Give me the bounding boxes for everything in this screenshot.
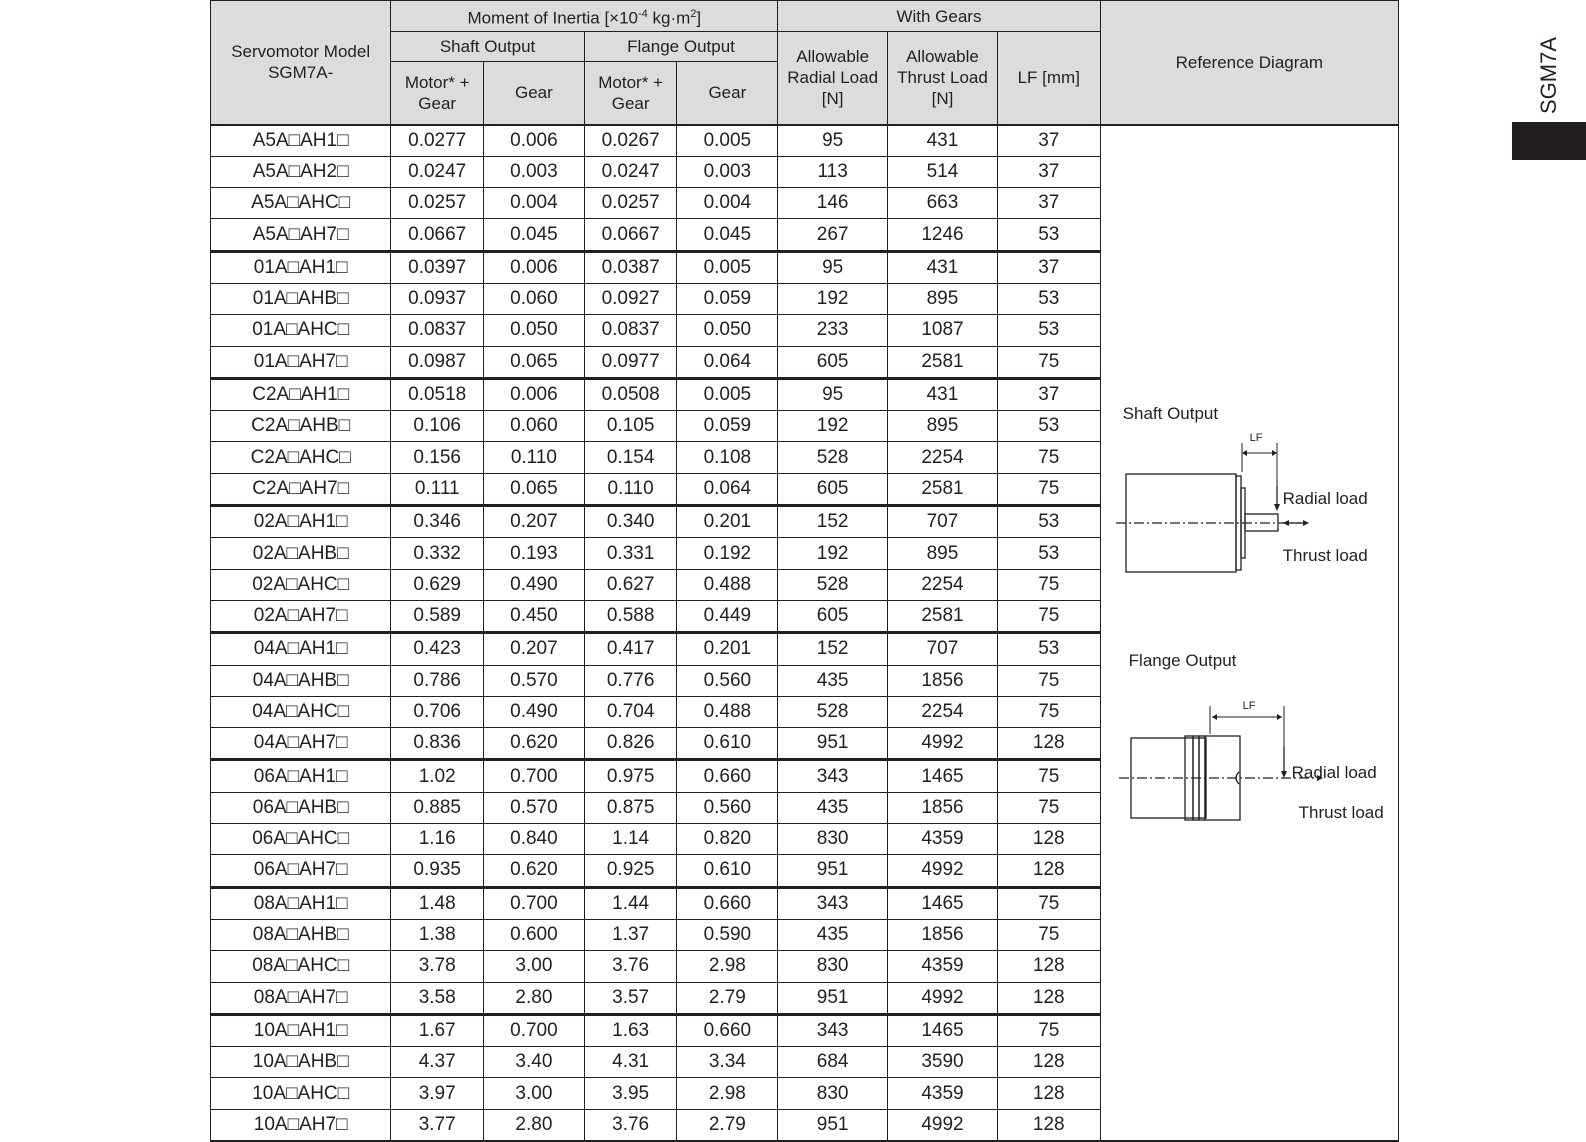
thrust-load-cell: 4992 bbox=[888, 728, 998, 760]
shaft-motor-gear-cell: 0.111 bbox=[391, 473, 484, 505]
flange-gear-cell: 0.660 bbox=[677, 760, 778, 792]
flange-motor-gear-cell: 0.0247 bbox=[584, 156, 677, 187]
shaft-motor-gear-cell: 0.0247 bbox=[391, 156, 484, 187]
flange-motor-gear-cell: 1.63 bbox=[584, 1014, 677, 1046]
flange-motor-gear-cell: 0.0977 bbox=[584, 346, 677, 378]
shaft-gear-cell: 0.060 bbox=[484, 283, 585, 314]
flange-gear-cell: 0.610 bbox=[677, 855, 778, 887]
flange-motor-gear-cell: 0.776 bbox=[584, 665, 677, 696]
lf-cell: 53 bbox=[997, 283, 1100, 314]
thrust-load-cell: 1465 bbox=[888, 1014, 998, 1046]
header-thrust: Allowable Thrust Load [N] bbox=[888, 32, 998, 125]
radial-load-cell: 435 bbox=[778, 665, 888, 696]
thrust-load-cell: 707 bbox=[888, 633, 998, 665]
flange-motor-gear-cell: 1.44 bbox=[584, 887, 677, 919]
flange-gear-cell: 0.005 bbox=[677, 378, 778, 410]
shaft-gear-cell: 3.40 bbox=[484, 1047, 585, 1078]
model-cell: 01A□AHB□ bbox=[211, 283, 391, 314]
flange-gear-cell: 0.560 bbox=[677, 665, 778, 696]
model-cell: 10A□AH7□ bbox=[211, 1109, 391, 1141]
flange-output-title: Flange Output bbox=[1128, 650, 1237, 670]
flange-gear-cell: 0.004 bbox=[677, 188, 778, 219]
flange-motor-gear-cell: 0.417 bbox=[584, 633, 677, 665]
flange-motor-gear-cell: 0.0837 bbox=[584, 315, 677, 346]
thrust-load-cell: 2581 bbox=[888, 600, 998, 632]
lf-cell: 128 bbox=[997, 1078, 1100, 1109]
lf-cell: 75 bbox=[997, 696, 1100, 727]
thrust-load-cell: 2581 bbox=[888, 473, 998, 505]
shaft-gear-cell: 0.700 bbox=[484, 760, 585, 792]
radial-load-cell: 830 bbox=[778, 1078, 888, 1109]
shaft-motor-gear-cell: 1.16 bbox=[391, 824, 484, 855]
shaft-gear-cell: 0.570 bbox=[484, 665, 585, 696]
flange-gear-cell: 0.064 bbox=[677, 473, 778, 505]
thrust-load-cell: 431 bbox=[888, 378, 998, 410]
model-cell: 10A□AH1□ bbox=[211, 1014, 391, 1046]
table-body bbox=[211, 125, 1399, 1142]
radial-load-cell: 343 bbox=[778, 887, 888, 919]
flange-gear-cell: 0.820 bbox=[677, 824, 778, 855]
thrust-load-cell: 707 bbox=[888, 506, 998, 538]
flange-motor-gear-cell: 4.31 bbox=[584, 1047, 677, 1078]
flange-gear-cell: 0.005 bbox=[677, 251, 778, 283]
shaft-motor-gear-cell: 0.0987 bbox=[391, 346, 484, 378]
shaft-gear-cell: 0.045 bbox=[484, 219, 585, 251]
header-shaft-output: Shaft Output bbox=[391, 32, 584, 62]
flange-motor-gear-cell: 0.340 bbox=[584, 506, 677, 538]
radial-load-cell: 684 bbox=[778, 1047, 888, 1078]
shaft-gear-cell: 0.450 bbox=[484, 600, 585, 632]
lf-cell: 75 bbox=[997, 760, 1100, 792]
shaft-gear-cell: 0.490 bbox=[484, 696, 585, 727]
flange-gear-cell: 0.660 bbox=[677, 887, 778, 919]
flange-radial-load-label: Radial load bbox=[1291, 762, 1377, 782]
shaft-gear-cell: 0.840 bbox=[484, 824, 585, 855]
thrust-load-cell: 1087 bbox=[888, 315, 998, 346]
flange-gear-cell: 2.79 bbox=[677, 982, 778, 1014]
thrust-load-cell: 663 bbox=[888, 188, 998, 219]
flange-gear-cell: 0.488 bbox=[677, 696, 778, 727]
lf-cell: 128 bbox=[997, 1047, 1100, 1078]
header-lf: LF [mm] bbox=[997, 32, 1100, 125]
shaft-lf-label: LF bbox=[1249, 431, 1263, 444]
lf-cell: 37 bbox=[997, 378, 1100, 410]
shaft-gear-cell: 0.207 bbox=[484, 633, 585, 665]
shaft-gear-cell: 0.620 bbox=[484, 855, 585, 887]
model-cell: 04A□AHB□ bbox=[211, 665, 391, 696]
shaft-gear-cell: 0.570 bbox=[484, 792, 585, 823]
shaft-motor-gear-cell: 1.02 bbox=[391, 760, 484, 792]
model-cell: 02A□AH7□ bbox=[211, 600, 391, 632]
shaft-gear-cell: 0.065 bbox=[484, 346, 585, 378]
thrust-load-cell: 4359 bbox=[888, 951, 998, 982]
flange-motor-gear-cell: 0.588 bbox=[584, 600, 677, 632]
thrust-load-cell: 431 bbox=[888, 125, 998, 157]
shaft-gear-cell: 2.80 bbox=[484, 1109, 585, 1141]
flange-motor-gear-cell: 0.0257 bbox=[584, 188, 677, 219]
header-flange-gear: Gear bbox=[677, 62, 778, 125]
reference-diagram bbox=[1101, 126, 1395, 1111]
flange-gear-cell: 0.610 bbox=[677, 728, 778, 760]
lf-cell: 75 bbox=[997, 473, 1100, 505]
model-cell: 08A□AH1□ bbox=[211, 887, 391, 919]
lf-cell: 75 bbox=[997, 887, 1100, 919]
lf-cell: 53 bbox=[997, 633, 1100, 665]
side-tab-label: SGM7A bbox=[1536, 36, 1561, 114]
shaft-gear-cell: 0.050 bbox=[484, 315, 585, 346]
flange-motor-gear-cell: 0.0667 bbox=[584, 219, 677, 251]
flange-motor-gear-cell: 0.0927 bbox=[584, 283, 677, 314]
thrust-load-cell: 2581 bbox=[888, 346, 998, 378]
flange-gear-cell: 0.045 bbox=[677, 219, 778, 251]
flange-motor-gear-cell: 0.704 bbox=[584, 696, 677, 727]
lf-cell: 128 bbox=[997, 951, 1100, 982]
shaft-motor-gear-cell: 0.0837 bbox=[391, 315, 484, 346]
header-reference: Reference Diagram bbox=[1100, 1, 1398, 125]
lf-cell: 37 bbox=[997, 251, 1100, 283]
radial-load-cell: 113 bbox=[778, 156, 888, 187]
radial-load-cell: 528 bbox=[778, 696, 888, 727]
thrust-load-cell: 1465 bbox=[888, 760, 998, 792]
lf-cell: 128 bbox=[997, 855, 1100, 887]
shaft-motor-gear-cell: 3.78 bbox=[391, 951, 484, 982]
flange-gear-cell: 0.059 bbox=[677, 283, 778, 314]
lf-cell: 75 bbox=[997, 665, 1100, 696]
shaft-motor-gear-cell: 0.0277 bbox=[391, 125, 484, 157]
flange-gear-cell: 0.108 bbox=[677, 442, 778, 473]
radial-load-cell: 152 bbox=[778, 506, 888, 538]
radial-load-cell: 528 bbox=[778, 569, 888, 600]
lf-cell: 53 bbox=[997, 219, 1100, 251]
shaft-output-diagram bbox=[1101, 426, 1395, 626]
shaft-motor-gear-cell: 1.67 bbox=[391, 1014, 484, 1046]
shaft-gear-cell: 0.110 bbox=[484, 442, 585, 473]
radial-load-cell: 435 bbox=[778, 792, 888, 823]
model-cell: 06A□AHB□ bbox=[211, 792, 391, 823]
lf-cell: 128 bbox=[997, 824, 1100, 855]
shaft-motor-gear-cell: 0.0937 bbox=[391, 283, 484, 314]
model-cell: C2A□AH1□ bbox=[211, 378, 391, 410]
lf-cell: 75 bbox=[997, 442, 1100, 473]
lf-cell: 75 bbox=[997, 600, 1100, 632]
model-cell: A5A□AHC□ bbox=[211, 188, 391, 219]
radial-load-cell: 192 bbox=[778, 538, 888, 569]
thrust-load-cell: 895 bbox=[888, 283, 998, 314]
shaft-gear-cell: 0.060 bbox=[484, 411, 585, 442]
flange-lf-label: LF bbox=[1242, 699, 1256, 712]
header-shaft-gear: Gear bbox=[484, 62, 585, 125]
flange-motor-gear-cell: 0.0387 bbox=[584, 251, 677, 283]
lf-cell: 75 bbox=[997, 1014, 1100, 1046]
flange-gear-cell: 0.064 bbox=[677, 346, 778, 378]
shaft-radial-load-label: Radial load bbox=[1282, 488, 1368, 508]
shaft-motor-gear-cell: 0.629 bbox=[391, 569, 484, 600]
lf-cell: 37 bbox=[997, 125, 1100, 157]
flange-motor-gear-cell: 0.0508 bbox=[584, 378, 677, 410]
shaft-motor-gear-cell: 0.156 bbox=[391, 442, 484, 473]
shaft-motor-gear-cell: 0.106 bbox=[391, 411, 484, 442]
flange-motor-gear-cell: 0.627 bbox=[584, 569, 677, 600]
radial-load-cell: 605 bbox=[778, 473, 888, 505]
radial-load-cell: 951 bbox=[778, 1109, 888, 1141]
model-cell: 04A□AHC□ bbox=[211, 696, 391, 727]
side-tab-bar bbox=[1512, 122, 1586, 160]
thrust-load-cell: 3590 bbox=[888, 1047, 998, 1078]
thrust-load-cell: 2254 bbox=[888, 569, 998, 600]
flange-gear-cell: 2.79 bbox=[677, 1109, 778, 1141]
shaft-output-title: Shaft Output bbox=[1122, 403, 1219, 423]
shaft-motor-gear-cell: 0.0667 bbox=[391, 219, 484, 251]
header-shaft-motor-gear: Motor* + Gear bbox=[391, 62, 484, 125]
header-flange-output: Flange Output bbox=[584, 32, 777, 62]
shaft-motor-gear-cell: 0.786 bbox=[391, 665, 484, 696]
lf-cell: 75 bbox=[997, 919, 1100, 950]
radial-load-cell: 951 bbox=[778, 728, 888, 760]
shaft-motor-gear-cell: 0.332 bbox=[391, 538, 484, 569]
model-cell: C2A□AHC□ bbox=[211, 442, 391, 473]
shaft-motor-gear-cell: 0.346 bbox=[391, 506, 484, 538]
shaft-gear-cell: 0.620 bbox=[484, 728, 585, 760]
shaft-motor-gear-cell: 4.37 bbox=[391, 1047, 484, 1078]
radial-load-cell: 267 bbox=[778, 219, 888, 251]
shaft-gear-cell: 3.00 bbox=[484, 1078, 585, 1109]
flange-gear-cell: 0.488 bbox=[677, 569, 778, 600]
thrust-load-cell: 4359 bbox=[888, 1078, 998, 1109]
model-cell: 06A□AH7□ bbox=[211, 855, 391, 887]
shaft-gear-cell: 0.600 bbox=[484, 919, 585, 950]
model-cell: 08A□AHB□ bbox=[211, 919, 391, 950]
radial-load-cell: 192 bbox=[778, 283, 888, 314]
flange-gear-cell: 2.98 bbox=[677, 951, 778, 982]
shaft-gear-cell: 0.006 bbox=[484, 251, 585, 283]
model-cell: 02A□AHB□ bbox=[211, 538, 391, 569]
thrust-load-cell: 4992 bbox=[888, 855, 998, 887]
shaft-motor-gear-cell: 0.935 bbox=[391, 855, 484, 887]
flange-gear-cell: 0.560 bbox=[677, 792, 778, 823]
radial-load-cell: 152 bbox=[778, 633, 888, 665]
flange-gear-cell: 0.003 bbox=[677, 156, 778, 187]
radial-load-cell: 192 bbox=[778, 411, 888, 442]
flange-motor-gear-cell: 1.14 bbox=[584, 824, 677, 855]
lf-cell: 128 bbox=[997, 1109, 1100, 1141]
radial-load-cell: 95 bbox=[778, 378, 888, 410]
radial-load-cell: 435 bbox=[778, 919, 888, 950]
flange-gear-cell: 0.201 bbox=[677, 633, 778, 665]
thrust-load-cell: 4359 bbox=[888, 824, 998, 855]
flange-gear-cell: 0.449 bbox=[677, 600, 778, 632]
model-cell: 04A□AH7□ bbox=[211, 728, 391, 760]
shaft-gear-cell: 0.003 bbox=[484, 156, 585, 187]
header-model bbox=[211, 1, 391, 125]
shaft-motor-gear-cell: 3.77 bbox=[391, 1109, 484, 1141]
flange-motor-gear-cell: 1.37 bbox=[584, 919, 677, 950]
model-cell: A5A□AH2□ bbox=[211, 156, 391, 187]
flange-gear-cell: 0.660 bbox=[677, 1014, 778, 1046]
model-cell: 02A□AH1□ bbox=[211, 506, 391, 538]
shaft-gear-cell: 0.700 bbox=[484, 887, 585, 919]
shaft-motor-gear-cell: 0.0397 bbox=[391, 251, 484, 283]
flange-motor-gear-cell: 0.875 bbox=[584, 792, 677, 823]
shaft-gear-cell: 3.00 bbox=[484, 951, 585, 982]
lf-cell: 128 bbox=[997, 728, 1100, 760]
flange-gear-cell: 0.059 bbox=[677, 411, 778, 442]
shaft-motor-gear-cell: 0.885 bbox=[391, 792, 484, 823]
thrust-load-cell: 895 bbox=[888, 411, 998, 442]
model-cell: 08A□AHC□ bbox=[211, 951, 391, 982]
flange-motor-gear-cell: 0.826 bbox=[584, 728, 677, 760]
lf-cell: 75 bbox=[997, 569, 1100, 600]
model-cell: C2A□AHB□ bbox=[211, 411, 391, 442]
header-model-text: Servomotor Model SGM7A- bbox=[231, 42, 371, 83]
model-cell: 08A□AH7□ bbox=[211, 982, 391, 1014]
shaft-gear-cell: 0.490 bbox=[484, 569, 585, 600]
flange-gear-cell: 3.34 bbox=[677, 1047, 778, 1078]
flange-gear-cell: 0.192 bbox=[677, 538, 778, 569]
radial-load-cell: 605 bbox=[778, 600, 888, 632]
shaft-motor-gear-cell: 0.0257 bbox=[391, 188, 484, 219]
shaft-motor-gear-cell: 0.423 bbox=[391, 633, 484, 665]
header-with-gears: With Gears bbox=[778, 1, 1100, 32]
lf-cell: 53 bbox=[997, 411, 1100, 442]
shaft-motor-gear-cell: 0.0518 bbox=[391, 378, 484, 410]
thrust-load-cell: 431 bbox=[888, 251, 998, 283]
thrust-load-cell: 1856 bbox=[888, 919, 998, 950]
flange-gear-cell: 2.98 bbox=[677, 1078, 778, 1109]
model-cell: 06A□AHC□ bbox=[211, 824, 391, 855]
shaft-motor-gear-cell: 0.589 bbox=[391, 600, 484, 632]
lf-cell: 53 bbox=[997, 315, 1100, 346]
thrust-load-cell: 4992 bbox=[888, 1109, 998, 1141]
shaft-motor-gear-cell: 3.58 bbox=[391, 982, 484, 1014]
model-cell: 01A□AH7□ bbox=[211, 346, 391, 378]
reference-diagram-cell bbox=[1100, 125, 1398, 1142]
spec-table bbox=[210, 0, 1399, 1142]
shaft-motor-gear-cell: 1.38 bbox=[391, 919, 484, 950]
flange-thrust-load-label: Thrust load bbox=[1298, 802, 1384, 822]
radial-load-cell: 343 bbox=[778, 1014, 888, 1046]
shaft-gear-cell: 0.006 bbox=[484, 378, 585, 410]
model-cell: A5A□AH1□ bbox=[211, 125, 391, 157]
radial-load-cell: 146 bbox=[778, 188, 888, 219]
shaft-motor-gear-cell: 0.836 bbox=[391, 728, 484, 760]
header-flange-motor-gear: Motor* + Gear bbox=[584, 62, 677, 125]
flange-motor-gear-cell: 3.76 bbox=[584, 951, 677, 982]
shaft-gear-cell: 0.193 bbox=[484, 538, 585, 569]
flange-motor-gear-cell: 0.154 bbox=[584, 442, 677, 473]
model-cell: 01A□AHC□ bbox=[211, 315, 391, 346]
model-cell: A5A□AH7□ bbox=[211, 219, 391, 251]
thrust-load-cell: 514 bbox=[888, 156, 998, 187]
flange-motor-gear-cell: 3.57 bbox=[584, 982, 677, 1014]
model-cell: 04A□AH1□ bbox=[211, 633, 391, 665]
flange-motor-gear-cell: 3.76 bbox=[584, 1109, 677, 1141]
thrust-load-cell: 1246 bbox=[888, 219, 998, 251]
model-cell: C2A□AH7□ bbox=[211, 473, 391, 505]
radial-load-cell: 95 bbox=[778, 125, 888, 157]
radial-load-cell: 528 bbox=[778, 442, 888, 473]
shaft-gear-cell: 0.207 bbox=[484, 506, 585, 538]
flange-gear-cell: 0.050 bbox=[677, 315, 778, 346]
radial-load-cell: 830 bbox=[778, 824, 888, 855]
model-cell: 10A□AHB□ bbox=[211, 1047, 391, 1078]
shaft-gear-cell: 0.700 bbox=[484, 1014, 585, 1046]
header-moment: Moment of Inertia [$\times 10^{-4}$ $kg\cdot m^2$] bbox=[391, 1, 778, 32]
radial-load-cell: 951 bbox=[778, 855, 888, 887]
thrust-load-cell: 1856 bbox=[888, 792, 998, 823]
radial-load-cell: 233 bbox=[778, 315, 888, 346]
flange-gear-cell: 0.201 bbox=[677, 506, 778, 538]
lf-cell: 37 bbox=[997, 188, 1100, 219]
lf-cell: 53 bbox=[997, 506, 1100, 538]
flange-motor-gear-cell: 0.925 bbox=[584, 855, 677, 887]
radial-load-cell: 830 bbox=[778, 951, 888, 982]
shaft-motor-gear-cell: 0.706 bbox=[391, 696, 484, 727]
model-cell: 02A□AHC□ bbox=[211, 569, 391, 600]
shaft-gear-cell: 0.006 bbox=[484, 125, 585, 157]
flange-gear-cell: 0.005 bbox=[677, 125, 778, 157]
lf-cell: 53 bbox=[997, 538, 1100, 569]
thrust-load-cell: 895 bbox=[888, 538, 998, 569]
header-radial: Allowable Radial Load [N] bbox=[778, 32, 888, 125]
thrust-load-cell: 4992 bbox=[888, 982, 998, 1014]
shaft-motor-gear-cell: 1.48 bbox=[391, 887, 484, 919]
flange-motor-gear-cell: 0.331 bbox=[584, 538, 677, 569]
flange-motor-gear-cell: 0.110 bbox=[584, 473, 677, 505]
flange-gear-cell: 0.590 bbox=[677, 919, 778, 950]
shaft-gear-cell: 2.80 bbox=[484, 982, 585, 1014]
shaft-gear-cell: 0.065 bbox=[484, 473, 585, 505]
flange-motor-gear-cell: 0.0267 bbox=[584, 125, 677, 157]
lf-cell: 75 bbox=[997, 792, 1100, 823]
model-cell: 06A□AH1□ bbox=[211, 760, 391, 792]
flange-motor-gear-cell: 0.105 bbox=[584, 411, 677, 442]
flange-motor-gear-cell: 0.975 bbox=[584, 760, 677, 792]
radial-load-cell: 605 bbox=[778, 346, 888, 378]
thrust-load-cell: 2254 bbox=[888, 442, 998, 473]
thrust-load-cell: 2254 bbox=[888, 696, 998, 727]
table-row bbox=[211, 125, 1399, 157]
model-cell: 01A□AH1□ bbox=[211, 251, 391, 283]
lf-cell: 75 bbox=[997, 346, 1100, 378]
radial-load-cell: 95 bbox=[778, 251, 888, 283]
thrust-load-cell: 1856 bbox=[888, 665, 998, 696]
shaft-gear-cell: 0.004 bbox=[484, 188, 585, 219]
shaft-motor-gear-cell: 3.97 bbox=[391, 1078, 484, 1109]
lf-cell: 128 bbox=[997, 982, 1100, 1014]
model-cell: 10A□AHC□ bbox=[211, 1078, 391, 1109]
lf-cell: 37 bbox=[997, 156, 1100, 187]
radial-load-cell: 951 bbox=[778, 982, 888, 1014]
flange-motor-gear-cell: 3.95 bbox=[584, 1078, 677, 1109]
radial-load-cell: 343 bbox=[778, 760, 888, 792]
thrust-load-cell: 1465 bbox=[888, 887, 998, 919]
shaft-thrust-load-label: Thrust load bbox=[1282, 545, 1368, 565]
